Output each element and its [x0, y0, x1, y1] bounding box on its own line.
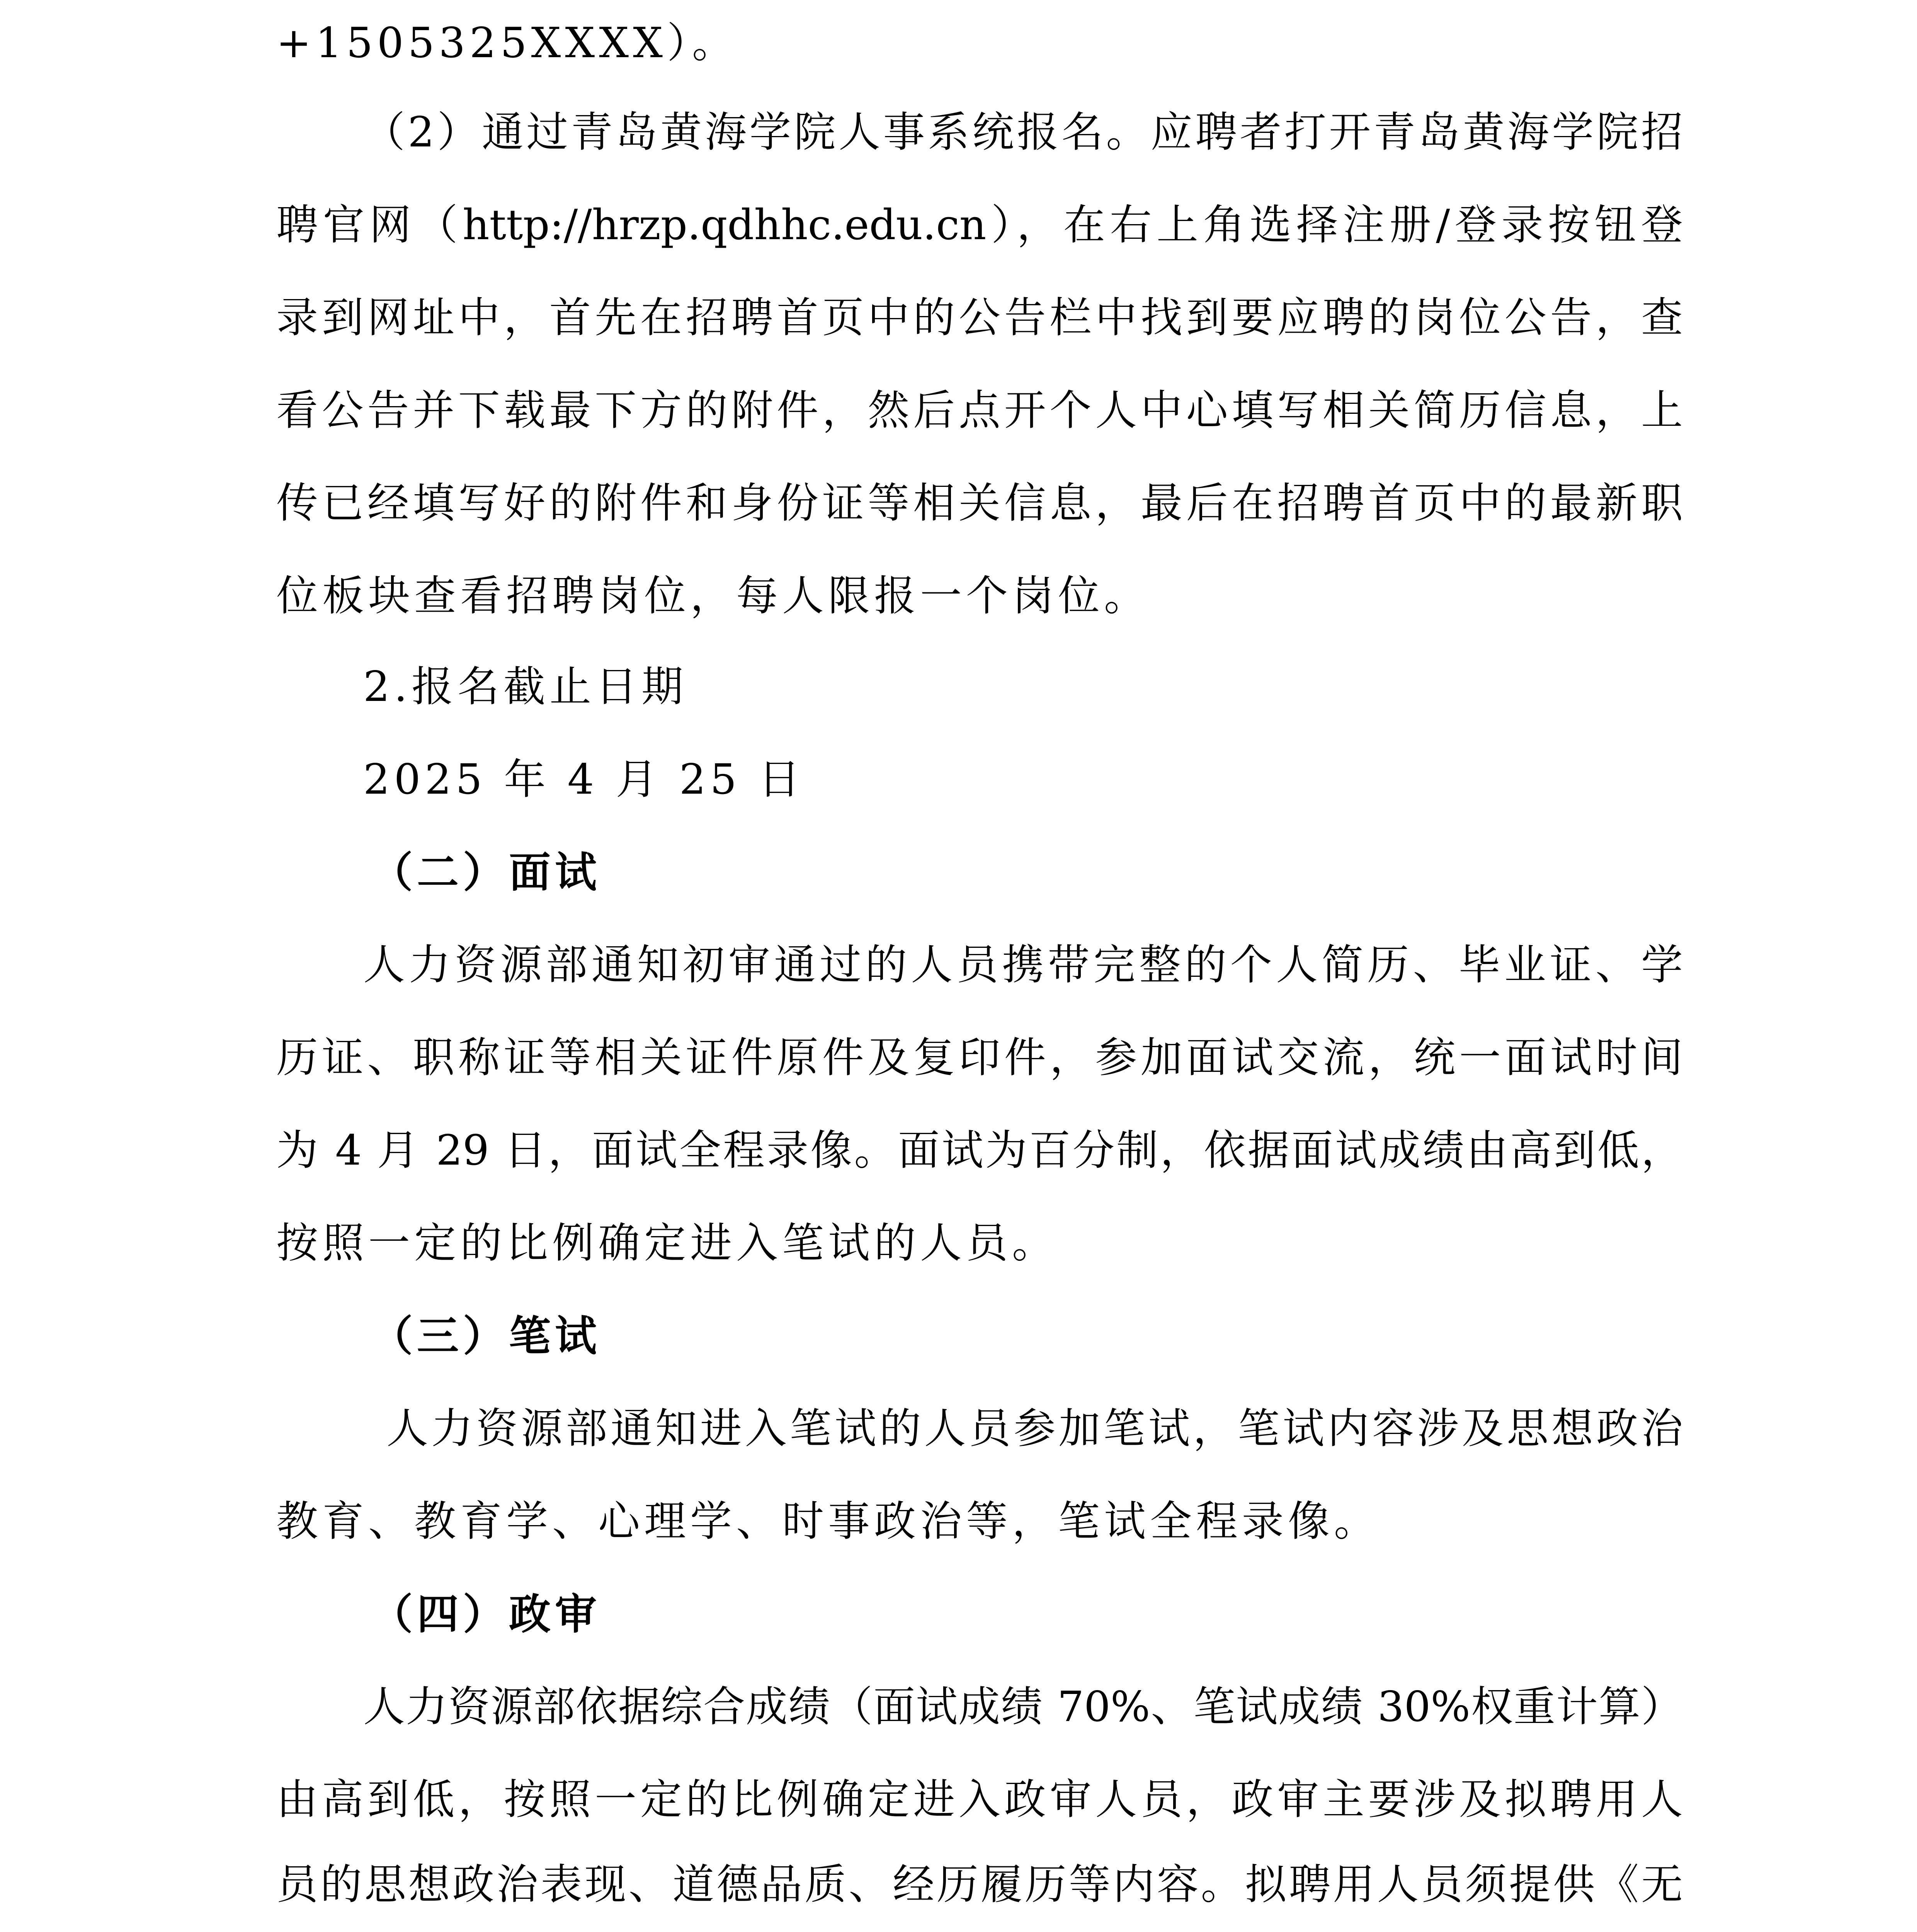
text-line: +1505325XXXX）。: [276, 19, 738, 67]
text-line: 历证、职称证等相关证件原件及复印件，参加面试交流，统一面试时间: [276, 1034, 1683, 1082]
text-line: 按照一定的比例确定进入笔试的人员。: [276, 1219, 1058, 1267]
text-line: 录到网址中，首先在招聘首页中的公告栏中找到要应聘的岗位公告，查: [276, 294, 1683, 342]
text-line: 人力资源部通知进入笔试的人员参加笔试，笔试内容涉及思想政治: [386, 1405, 1683, 1453]
text-line: 2025 年 4 月 25 日: [363, 755, 805, 804]
text-line: 位板块查看招聘岗位，每人限报一个岗位。: [276, 572, 1150, 620]
text-line: 人力资源部通知初审通过的人员携带完整的个人简历、毕业证、学: [363, 941, 1683, 989]
text-line: （2）通过青岛黄海学院人事系统报名。应聘者打开青岛黄海学院招: [363, 108, 1683, 156]
section-heading: （四）政审: [371, 1590, 601, 1639]
text-line: 人力资源部依据综合成绩（面试成绩 70%、笔试成绩 30%权重计算）: [363, 1683, 1683, 1731]
section-heading: （二）面试: [371, 848, 601, 897]
section-heading: （三）笔试: [371, 1312, 601, 1361]
text-line: 2.报名截止日期: [363, 663, 688, 711]
text-line: 员的思想政治表现、道德品质、经历履历等内容。拟聘用人员须提供《无: [276, 1861, 1683, 1909]
text-line: 教育、教育学、心理学、时事政治等，笔试全程录像。: [276, 1497, 1380, 1546]
text-line: 为 4 月 29 日，面试全程录像。面试为百分制，依据面试成绩由高到低，: [276, 1126, 1683, 1175]
text-line: 聘官网（http://hrzp.qdhhc.edu.cn），在右上角选择注册/登录按钮登: [276, 201, 1683, 249]
text-line: 传已经填写好的附件和身份证等相关信息，最后在招聘首页中的最新职: [276, 479, 1683, 527]
text-line: 看公告并下载最下方的附件，然后点开个人中心填写相关简历信息，上: [276, 386, 1683, 435]
text-line: 由高到低，按照一定的比例确定进入政审人员，政审主要涉及拟聘用人: [276, 1776, 1683, 1824]
